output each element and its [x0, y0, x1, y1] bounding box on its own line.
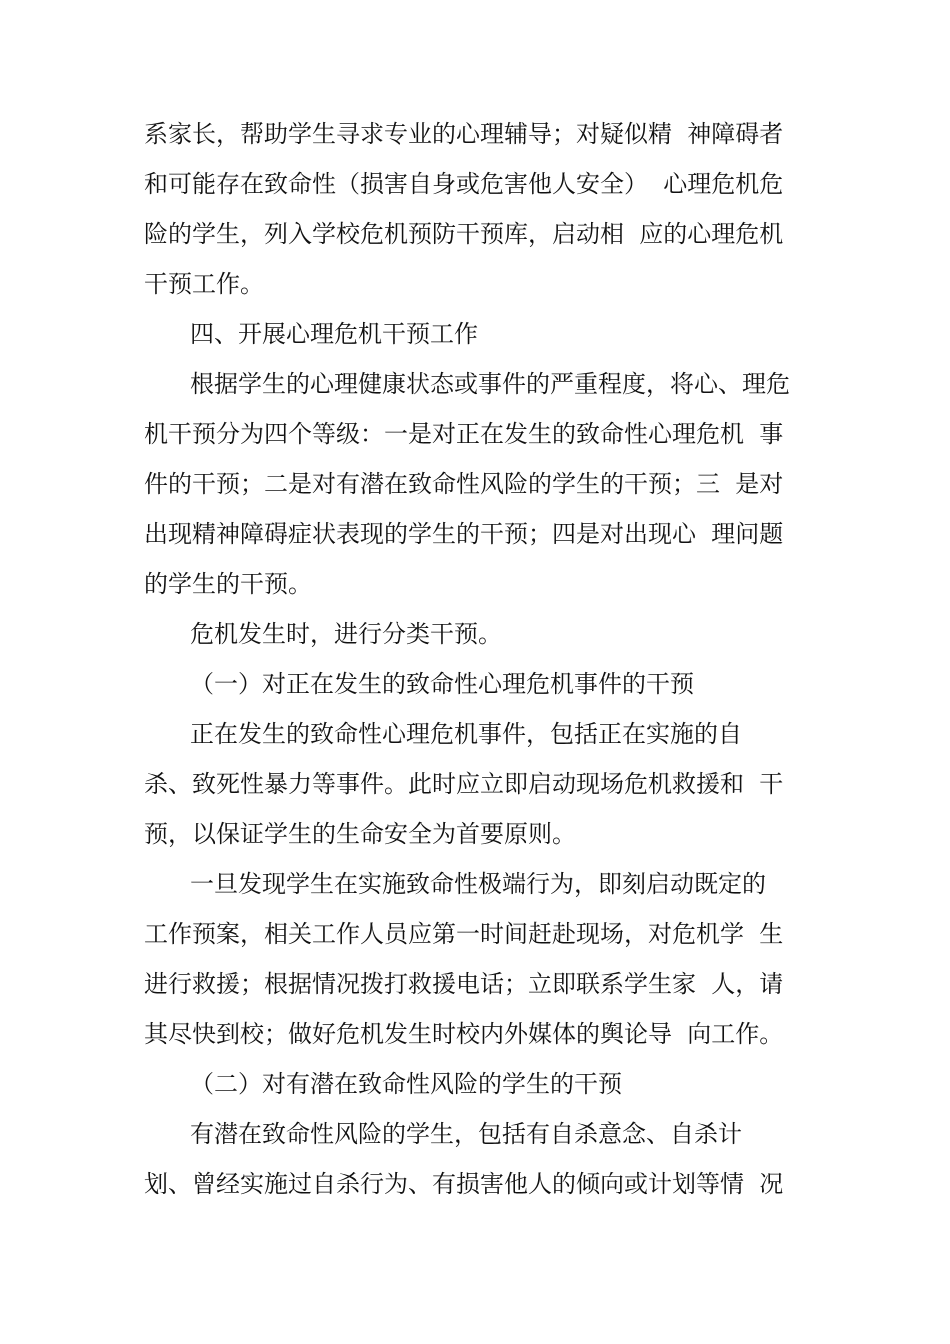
text-line: 工作预案，相关工作人员应第一时间赶赴现场，对危机学 生	[144, 920, 784, 948]
text-line: 干预工作。	[144, 270, 264, 298]
text-line: 系家长，帮助学生寻求专业的心理辅导；对疑似精 神障碍者	[144, 120, 784, 148]
text-line: 危机发生时，进行分类干预。	[190, 620, 502, 648]
text-line: 机干预分为四个等级：一是对正在发生的致命性心理危机 事	[144, 420, 784, 448]
text-line: 正在发生的致命性心理危机事件，包括正在实施的自	[190, 720, 742, 748]
section-heading: 四、开展心理危机干预工作	[190, 320, 478, 348]
text-line: 进行救援；根据情况拨打救援电话；立即联系学生家 人，请	[144, 970, 784, 998]
subsection-heading: （一）对正在发生的致命性心理危机事件的干预	[190, 670, 694, 698]
text-line: 根据学生的心理健康状态或事件的严重程度，将心、理危	[190, 370, 790, 398]
subsection-heading: （二）对有潜在致命性风险的学生的干预	[190, 1070, 622, 1098]
text-line: 件的干预；二是对有潜在致命性风险的学生的干预；三 是对	[144, 470, 784, 498]
text-line: 有潜在致命性风险的学生，包括有自杀意念、自杀计	[190, 1120, 742, 1148]
text-line: 杀、致死性暴力等事件。此时应立即启动现场危机救援和 干	[144, 770, 784, 798]
text-line: 其尽快到校；做好危机发生时校内外媒体的舆论导 向工作。	[144, 1020, 784, 1048]
text-line: 预，以保证学生的生命安全为首要原则。	[144, 820, 576, 848]
text-line: 险的学生，列入学校危机预防干预库，启动相 应的心理危机	[144, 220, 784, 248]
text-line: 出现精神障碍症状表现的学生的干预；四是对出现心 理问题	[144, 520, 784, 548]
text-line: 和可能存在致命性（损害自身或危害他人安全） 心理危机危	[144, 170, 784, 198]
text-line: 一旦发现学生在实施致命性极端行为，即刻启动既定的	[190, 870, 766, 898]
text-line: 的学生的干预。	[144, 570, 312, 598]
text-line: 划、曾经实施过自杀行为、有损害他人的倾向或计划等情 况	[144, 1170, 784, 1198]
